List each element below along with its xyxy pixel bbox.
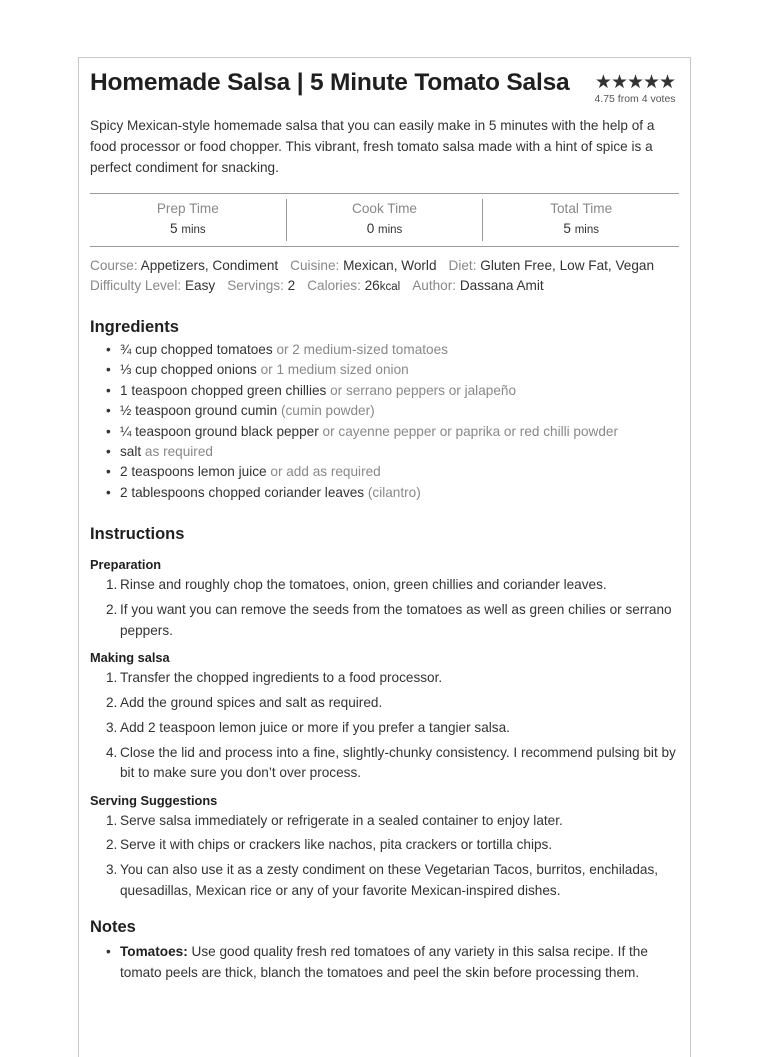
instruction-step: 2. Serve it with chips or crackers like nachos, pita crackers or tortilla chips.	[106, 837, 553, 853]
instruction-steps	[90, 668, 679, 784]
notes-list	[90, 941, 679, 983]
servings-value: 2	[287, 278, 296, 293]
star-rating-icon[interactable]: ★★★★★	[594, 72, 676, 93]
time-value: 5 mins	[563, 221, 599, 236]
total-time	[482, 199, 679, 241]
instruction-step: 1. Serve salsa immediately or refrigerate in a sealed container to enjoy later.	[106, 812, 563, 828]
ingredient-item: • 1 teaspoon chopped green chillies or serrano peppers or jalapeño	[106, 381, 679, 401]
course-value: Appetizers, Condiment	[140, 258, 279, 273]
diet-value: Gluten Free, Low Fat, Vegan	[480, 258, 655, 273]
instruction-step: 2. Add the ground spices and salt as required.	[106, 694, 383, 710]
recipe-title: Homemade Salsa | 5 Minute Tomato Salsa	[90, 69, 570, 96]
ingredient-item: • 2 teaspoons lemon juice or add as required	[106, 462, 679, 482]
author-value[interactable]: Dassana Amit	[459, 278, 544, 293]
time-label: Cook Time	[352, 201, 417, 216]
time-value: 0 mins	[366, 221, 403, 236]
ingredients-list	[90, 340, 679, 503]
ingredient-item: • ¼ teaspoon ground black pepper or cayenne pepper or paprika or red chilli powder	[106, 422, 679, 442]
instruction-step: 2. If you want you can remove the seeds from the tomatoes as well as green chilies or serrano peppers.	[106, 602, 672, 638]
time-label: Prep Time	[156, 201, 219, 216]
title-row	[90, 68, 679, 106]
ingredient-item: • ¾ cup chopped tomatoes or 2 medium-sized tomatoes	[106, 340, 679, 360]
instruction-step: 1. Transfer the chopped ingredients to a food processor.	[106, 669, 443, 685]
recipe-meta: Course: Appetizers, Condiment Cuisine: Mexican, World Diet: Gluten Free, Low Fat, Vegan Difficulty Level: Easy Servings: 2 Calories: 26kcal Author: Dassana Amit	[90, 258, 655, 293]
cuisine-value: Mexican, World	[343, 258, 437, 273]
calories-value: 26	[364, 278, 380, 293]
ingredient-item: • salt as required	[106, 442, 679, 462]
instruction-group-heading: Serving Suggestions	[90, 792, 218, 808]
recipe-card	[78, 57, 691, 1057]
notes-heading: Notes	[90, 918, 136, 937]
recipe-times	[90, 193, 679, 247]
instruction-step: 4. Close the lid and process into a fine, slightly-chunky consistency. I recommend pulsing bit by bit to make sure you don’t over process.	[106, 744, 676, 781]
instruction-steps	[90, 575, 679, 641]
difficulty-value: Easy	[184, 278, 216, 293]
note-item: • Tomatoes: Use good quality fresh red tomatoes of any variety in this salsa recipe. If the tomato peels are thick, blanch the tomatoes and peel the skin before processing them.	[106, 941, 679, 983]
rating[interactable]	[590, 73, 680, 105]
instruction-group-heading: Making salsa	[90, 649, 170, 665]
time-value: 5 mins	[170, 221, 206, 236]
instruction-step: 3. Add 2 teaspoon lemon juice or more if you prefer a tangier salsa.	[106, 719, 510, 735]
ingredient-item: • ⅓ cup chopped onions or 1 medium sized onion	[106, 360, 679, 380]
instruction-step: 3. You can also use it as a zesty condiment on these Vegetarian Tacos, burritos, enchiladas, quesadillas, Mexican rice or any of your favorite Mexican-inspired dishes.	[106, 862, 659, 898]
instruction-steps	[90, 811, 679, 902]
ingredient-item: • 2 tablespoons chopped coriander leaves (cilantro)	[106, 483, 679, 503]
instructions-heading: Instructions	[90, 525, 185, 544]
recipe-summary: Spicy Mexican-style homemade salsa that you can easily make in 5 minutes with the help of a food processor or food chopper. This vibrant, fresh tomato salsa made with a hint of spice is a perfect condiment for snacking.	[90, 118, 655, 175]
ingredients-heading: Ingredients	[90, 318, 179, 336]
instruction-group-heading: Preparation	[90, 557, 162, 573]
instruction-step: 1. Rinse and roughly chop the tomatoes, onion, green chillies and coriander leaves.	[106, 577, 607, 593]
prep-time	[90, 194, 286, 246]
cook-time	[286, 199, 483, 241]
ingredient-item: • ½ teaspoon ground cumin (cumin powder)	[106, 401, 679, 421]
time-label: Total Time	[550, 201, 613, 216]
rating-votes: 4.75 from 4 votes	[594, 93, 676, 105]
